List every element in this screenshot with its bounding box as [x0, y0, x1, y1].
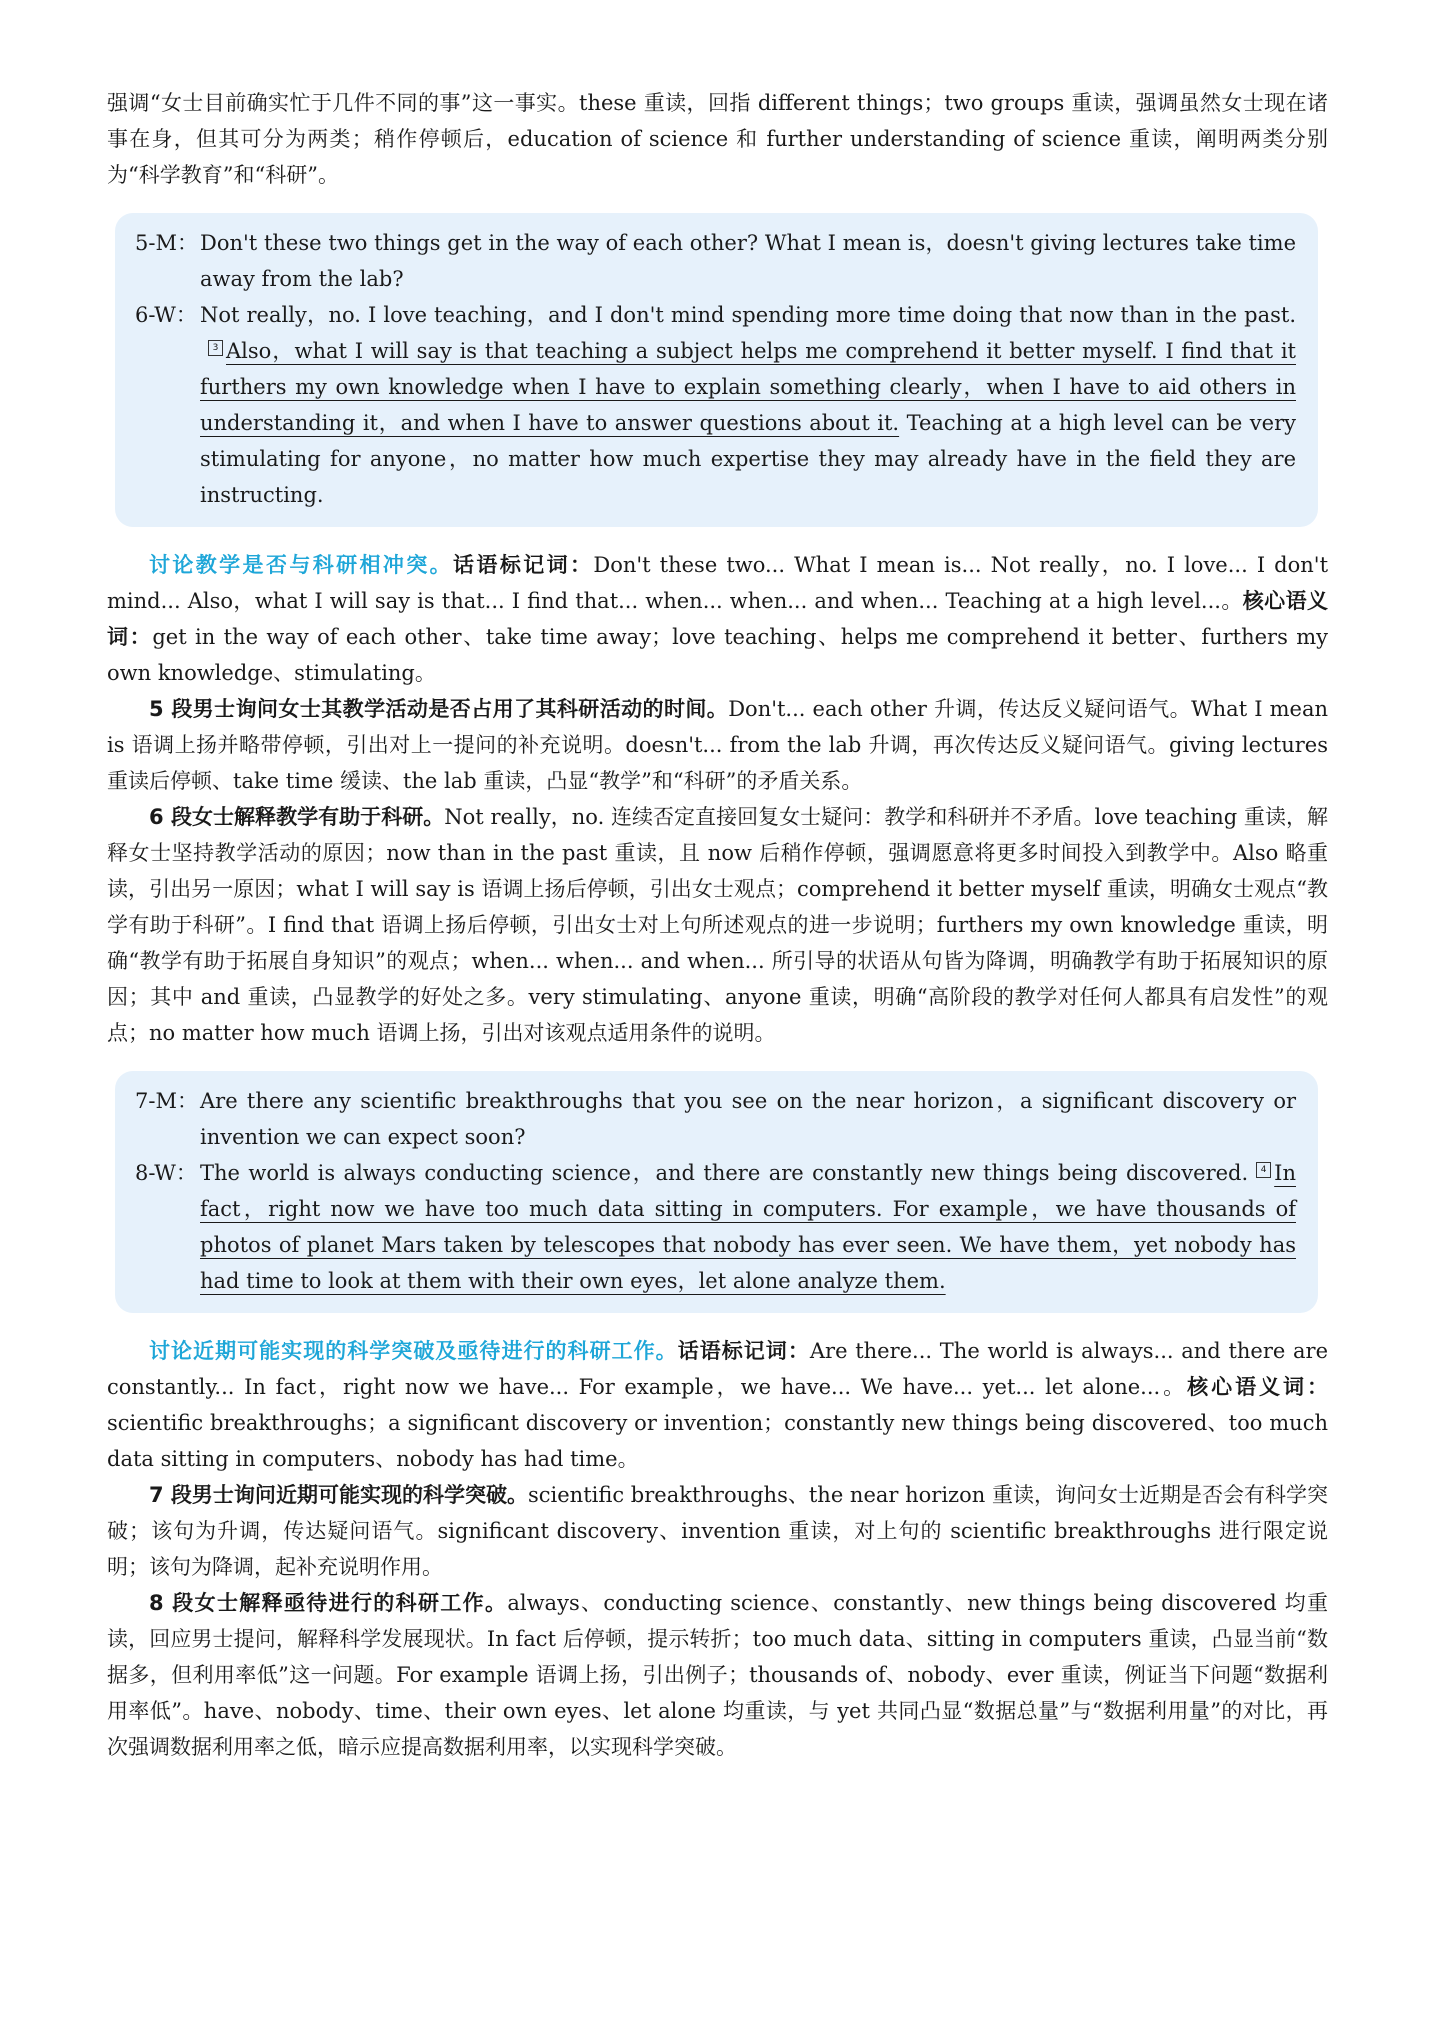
- section-topic: 讨论教学是否与科研相冲突。: [149, 553, 454, 577]
- markers-label: 话语标记词：: [677, 1339, 810, 1363]
- speaker-label: 6-W：: [135, 303, 197, 327]
- paragraph-heading: 5 段男士询问女士其教学活动是否占用了其科研活动的时间。: [149, 697, 729, 721]
- dialogue-text: [200, 297, 1296, 513]
- question-number-marker: 4: [1256, 1162, 1271, 1178]
- paragraph-text: Not really，no. 连续否定直接回复女士疑问：教学和科研并不矛盾。love teaching 重读，解释女士坚持教学活动的原因；now than in the past 重读，且 now 后稍作停顿，强调愿意将更多时间投入到教学中。Also 略重读，引出另一原因；what I will say is 语调上扬后停顿，引出女士观点；comprehend it better myself 重读，明确女士观点“教学有助于科研”。I find that 语调上扬后停顿，引出女士对上句所述观点的进一步说明；furthers my own knowledge 重读，明确“教学有助于拓展自身知识”的观点；when... when... and when... 所引导的状语从句皆为降调，明确教学有助于拓展知识的原因；其中 and 重读，凸显教学的好处之多。very stimulating、anyone 重读，明确“高阶段的教学对任何人都具有启发性”的观点；no matter how much 语调上扬，引出对该观点适用条件的说明。: [107, 805, 1329, 1045]
- dialogue-box-1: [115, 213, 1318, 527]
- question-number-marker: 3: [208, 340, 223, 356]
- markers-text: Are there... The world is always... and there are constantly... In fact，right now we have... For example，we have... We have... yet... let alone...。: [107, 1339, 1329, 1399]
- analysis-summary-2: [107, 1333, 1328, 1477]
- dialogue-text: Don't these two things get in the way of each other? What I mean is，doesn't giving lectures take time away from the lab?: [200, 231, 1296, 291]
- analysis-paragraph-6: [107, 799, 1328, 1051]
- analysis-paragraph-8: [107, 1585, 1328, 1765]
- core-words-label: 核心语义词：: [107, 589, 1328, 649]
- dialogue-text-plain: Teaching at a high level can be very stimulating for anyone，no matter how much expertise they may already have in the field they are instructing.: [200, 411, 1296, 507]
- analysis-summary-1: [107, 547, 1328, 691]
- dialogue-box-2: [115, 1071, 1318, 1313]
- analysis-paragraph-5: [107, 691, 1328, 799]
- dialogue-line-8w: [135, 1155, 1296, 1299]
- dialogue-line-5m: [135, 225, 1296, 297]
- dialogue-text-plain: The world is always conducting science，and there are constantly new things being discovered.: [200, 1161, 1249, 1185]
- core-words-text: get in the way of each other、take time away；love teaching、helps me comprehend it better、furthers my own knowledge、stimulating。: [107, 625, 1328, 685]
- paragraph-heading: 8 段女士解释亟待进行的科研工作。: [149, 1591, 508, 1615]
- underlined-answer-text: In fact，right now we have too much data sitting in computers. For example，we have thousands of photos of planet Mars taken by telescopes that nobody has ever seen. We have them，yet nobody has had time to look at them with their own eyes，let alone analyze them.: [200, 1161, 1296, 1293]
- dialogue-line-7m: [135, 1083, 1296, 1155]
- paragraph-text: Don't... each other 升调，传达反义疑问语气。What I mean is 语调上扬并略带停顿，引出对上一提问的补充说明。doesn't... from the lab 升调，再次传达反义疑问语气。giving lectures 重读后停顿、take time 缓读、the lab 重读，凸显“教学”和“科研”的矛盾关系。: [107, 697, 1328, 793]
- section-topic: 讨论近期可能实现的科学突破及亟待进行的科研工作。: [149, 1339, 678, 1363]
- dialogue-text: [200, 1155, 1296, 1299]
- speaker-label: 7-M：: [135, 1089, 198, 1113]
- markers-label: 话语标记词：: [453, 553, 594, 577]
- dialogue-text-plain: Not really，no. I love teaching，and I don't mind spending more time doing that now than in the past.: [200, 303, 1296, 327]
- intro-paragraph: 强调“女士目前确实忙于几件不同的事”这一事实。these 重读，回指 different things；two groups 重读，强调虽然女士现在诸事在身，但其可分为两类；稍作停顿后，education of science 和 further understanding of science 重读，阐明两类分别为“科学教育”和“科研”。: [107, 91, 1328, 187]
- paragraph-heading: 7 段男士询问近期可能实现的科学突破。: [149, 1483, 528, 1507]
- paragraph-text: scientific breakthroughs、the near horizon 重读，询问女士近期是否会有科学突破；该句为升调，传达疑问语气。significant discovery、invention 重读，对上句的 scientific breakthroughs 进行限定说明；该句为降调，起补充说明作用。: [107, 1483, 1329, 1579]
- markers-text: Don't these two... What I mean is... Not really，no. I love... I don't mind... Also，what I will say is that... I find that... when... when... and when... Teaching at a high level...。: [107, 553, 1329, 613]
- core-words-label: 核心语义词：: [1187, 1375, 1328, 1399]
- paragraph-text: always、conducting science、constantly、new things being discovered 均重读，回应男士提问，解释科学发展现状。In fact 后停顿，提示转折；too much data、sitting in computers 重读，凸显当前“数据多，但利用率低”这一问题。For example 语调上扬，引出例子；thousands of、nobody、ever 重读，例证当下问题“数据利用率低”。have、nobody、time、their own eyes、let alone 均重读，与 yet 共同凸显“数据总量”与“数据利用量”的对比，再次强调数据利用率之低，暗示应提高数据利用率，以实现科学突破。: [107, 1591, 1328, 1759]
- speaker-label: 8-W：: [135, 1161, 197, 1185]
- underlined-answer-text: Also，what I will say is that teaching a subject helps me comprehend it better myself. I find that it furthers my own knowledge when I have to explain something clearly，when I have to aid others in understanding it，and when I have to answer questions about it.: [200, 339, 1296, 435]
- dialogue-text: Are there any scientific breakthroughs that you see on the near horizon，a significant discovery or invention we can expect soon?: [200, 1089, 1296, 1149]
- core-words-text: scientific breakthroughs；a significant discovery or invention；constantly new things being discovered、too much data sitting in computers、nobody has had time。: [107, 1411, 1328, 1471]
- speaker-label: 5-M：: [135, 231, 198, 255]
- analysis-paragraph-7: [107, 1477, 1328, 1585]
- paragraph-heading: 6 段女士解释教学有助于科研。: [149, 805, 445, 829]
- dialogue-line-6w: [135, 297, 1296, 513]
